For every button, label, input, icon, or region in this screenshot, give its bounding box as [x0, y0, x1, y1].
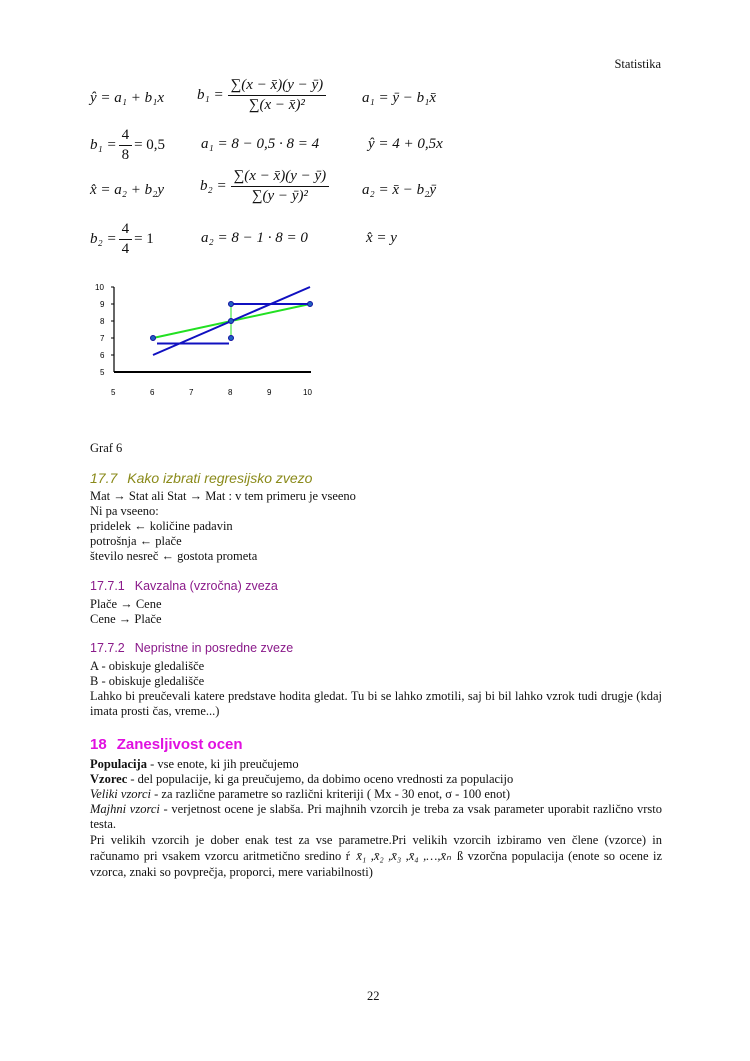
term: Populacija [90, 757, 147, 771]
section-17-7-body [90, 489, 356, 564]
formula-b1-value [90, 127, 165, 164]
y-tick-10: 10 [95, 283, 104, 292]
x-axis [111, 372, 312, 397]
formula-b1-label: b₁ = [90, 137, 117, 153]
formula-b2-result: = 1 [134, 231, 154, 247]
definition-populacija [90, 757, 662, 772]
fraction-denominator: ∑(x − x̄)² [248, 97, 305, 113]
definition-majhni-vzorci [90, 802, 662, 832]
fraction-numerator: 4 [119, 127, 133, 146]
text-line: Mat → Stat ali Stat → Mat : v tem primeru je vseeno [90, 489, 356, 503]
text-line: Plače → Cene [90, 597, 162, 611]
data-point [229, 319, 234, 324]
data-point [308, 302, 313, 307]
text-line: Cene → Plače [90, 612, 162, 626]
formula-b1-general [197, 77, 326, 114]
text-line: potrošnja ← plače [90, 534, 182, 548]
section-17-7-1-body [90, 597, 162, 627]
section-number: 17.7.1 [90, 579, 125, 593]
section-number: 18 [90, 736, 107, 753]
formula-xhat-general: x̂ = a₂ + b₂y [90, 182, 164, 198]
text-line: pridelek ← količine padavin [90, 519, 233, 533]
formula-b2-label: b₂ = [90, 231, 117, 247]
term: Majhni vzorci [90, 802, 160, 816]
definition: - del populacije, ki ga preučujemo, da dobimo oceno vrednosti za populacijo [127, 772, 514, 786]
paragraph: Lahko bi preučevali katere predstave hodita gledat. Tu bi se lahko zmotili, saj bi bil lahko vzrok tudi drugje (kdaj imata prosti čas, vreme...) [90, 689, 662, 718]
section-17-7-2-body [90, 659, 662, 719]
formula-yhat-general: ŷ = a₁ + b₁x [90, 90, 164, 106]
data-point [229, 302, 234, 307]
term: Veliki vzorci [90, 787, 151, 801]
section-18-body [90, 757, 662, 880]
y-tick-8: 8 [100, 317, 105, 326]
paragraph [90, 832, 662, 880]
formula-a1-value: a₁ = 8 − 0,5 · 8 = 4 [201, 136, 320, 152]
section-number: 17.7.2 [90, 641, 125, 655]
section-number: 17.7 [90, 470, 118, 486]
formula-b2-fraction [231, 168, 330, 205]
definition-vzorec [90, 772, 662, 787]
definition: - verjetnost ocene je slabša. Pri majhnih vzorcih je treba za vsak parameter uporabit različno vrsto testa. [90, 802, 662, 831]
paragraph-text: Pri velikih vzorcih je dober enak test za vse parametre.Pri velikih vzorcih izbiramo ven člene (vzorce) in računamo pri vsakem vzorcu aritmetično sredino ŕ [90, 833, 662, 863]
y-axis [95, 283, 114, 377]
section-heading-17-7-1 [90, 579, 278, 593]
formula-yhat-value: ŷ = 4 + 0,5x [368, 136, 443, 152]
definition: - za različne parametre so različni kriteriji ( Mx - 30 enot, σ - 100 enot) [150, 787, 511, 801]
figure-caption: Graf 6 [90, 441, 123, 455]
fraction-denominator: ∑(y − ȳ)² [251, 188, 308, 204]
x-tick-10: 10 [303, 388, 312, 397]
formula-b1-result: = 0,5 [134, 137, 166, 153]
formula-b2-value [90, 221, 154, 258]
text-line: A - obiskuje gledališče [90, 659, 205, 673]
regression-chart [85, 280, 335, 400]
x-tick-8: 8 [228, 388, 233, 397]
sample-means-formula: x̄₁ ,x̄₂ ,x̄₃ ,x̄₄ ,…,x̄ₙ [356, 849, 451, 863]
formula-xhat-value: x̂ = y [366, 230, 397, 246]
term: Vzorec [90, 772, 128, 786]
paragraph-tail: ß vzorčna populacija (enote so ocene iz vzorca, znaki so povprečja, proporci, mere variabilnosti) [90, 849, 663, 879]
formula-b1-label: b₁ = [197, 87, 224, 103]
section-heading-17-7-2 [90, 641, 293, 655]
section-title: Kavzalna (vzročna) zveza [134, 579, 278, 593]
formula-b1-fraction [119, 127, 133, 164]
y-tick-5: 5 [100, 368, 105, 377]
definition-veliki-vzorci [90, 787, 662, 802]
text-line: Ni pa vseeno: [90, 504, 159, 518]
x-tick-9: 9 [267, 388, 272, 397]
running-header: Statistika [614, 57, 661, 71]
x-tick-7: 7 [189, 388, 194, 397]
text-line: B - obiskuje gledališče [90, 674, 205, 688]
page-number: 22 [367, 989, 380, 1003]
fraction-denominator: 8 [121, 147, 130, 163]
formula-a2-value: a₂ = 8 − 1 · 8 = 0 [201, 230, 308, 246]
definition: - vse enote, ki jih preučujemo [146, 757, 299, 771]
section-title: Nepristne in posredne zveze [134, 641, 294, 655]
formula-b2-general [200, 168, 329, 205]
y-tick-6: 6 [100, 351, 105, 360]
formula-b2-label: b₂ = [200, 178, 227, 194]
data-point [151, 336, 156, 341]
fraction-numerator: ∑(x − x̄)(y − ȳ) [231, 168, 330, 187]
y-tick-9: 9 [100, 300, 105, 309]
section-heading-18 [90, 736, 243, 753]
section-title: Zanesljivost ocen [116, 736, 243, 753]
formula-b1-fraction [228, 77, 327, 114]
section-title: Kako izbrati regresijsko zvezo [127, 470, 313, 486]
y-tick-7: 7 [100, 334, 105, 343]
x-tick-6: 6 [150, 388, 155, 397]
formula-a2-general: a₂ = x̄ − b₂ȳ [362, 182, 436, 198]
data-point [229, 336, 234, 341]
section-heading-17-7 [90, 470, 312, 486]
text-line: število nesreč ← gostota prometa [90, 549, 258, 563]
formula-b2-fraction [119, 221, 133, 258]
x-tick-5: 5 [111, 388, 116, 397]
fraction-numerator: ∑(x − x̄)(y − ȳ) [228, 77, 327, 96]
fraction-numerator: 4 [119, 221, 133, 240]
formula-a1-general: a₁ = ȳ − b₁x̄ [362, 90, 436, 106]
fraction-denominator: 4 [121, 241, 130, 257]
